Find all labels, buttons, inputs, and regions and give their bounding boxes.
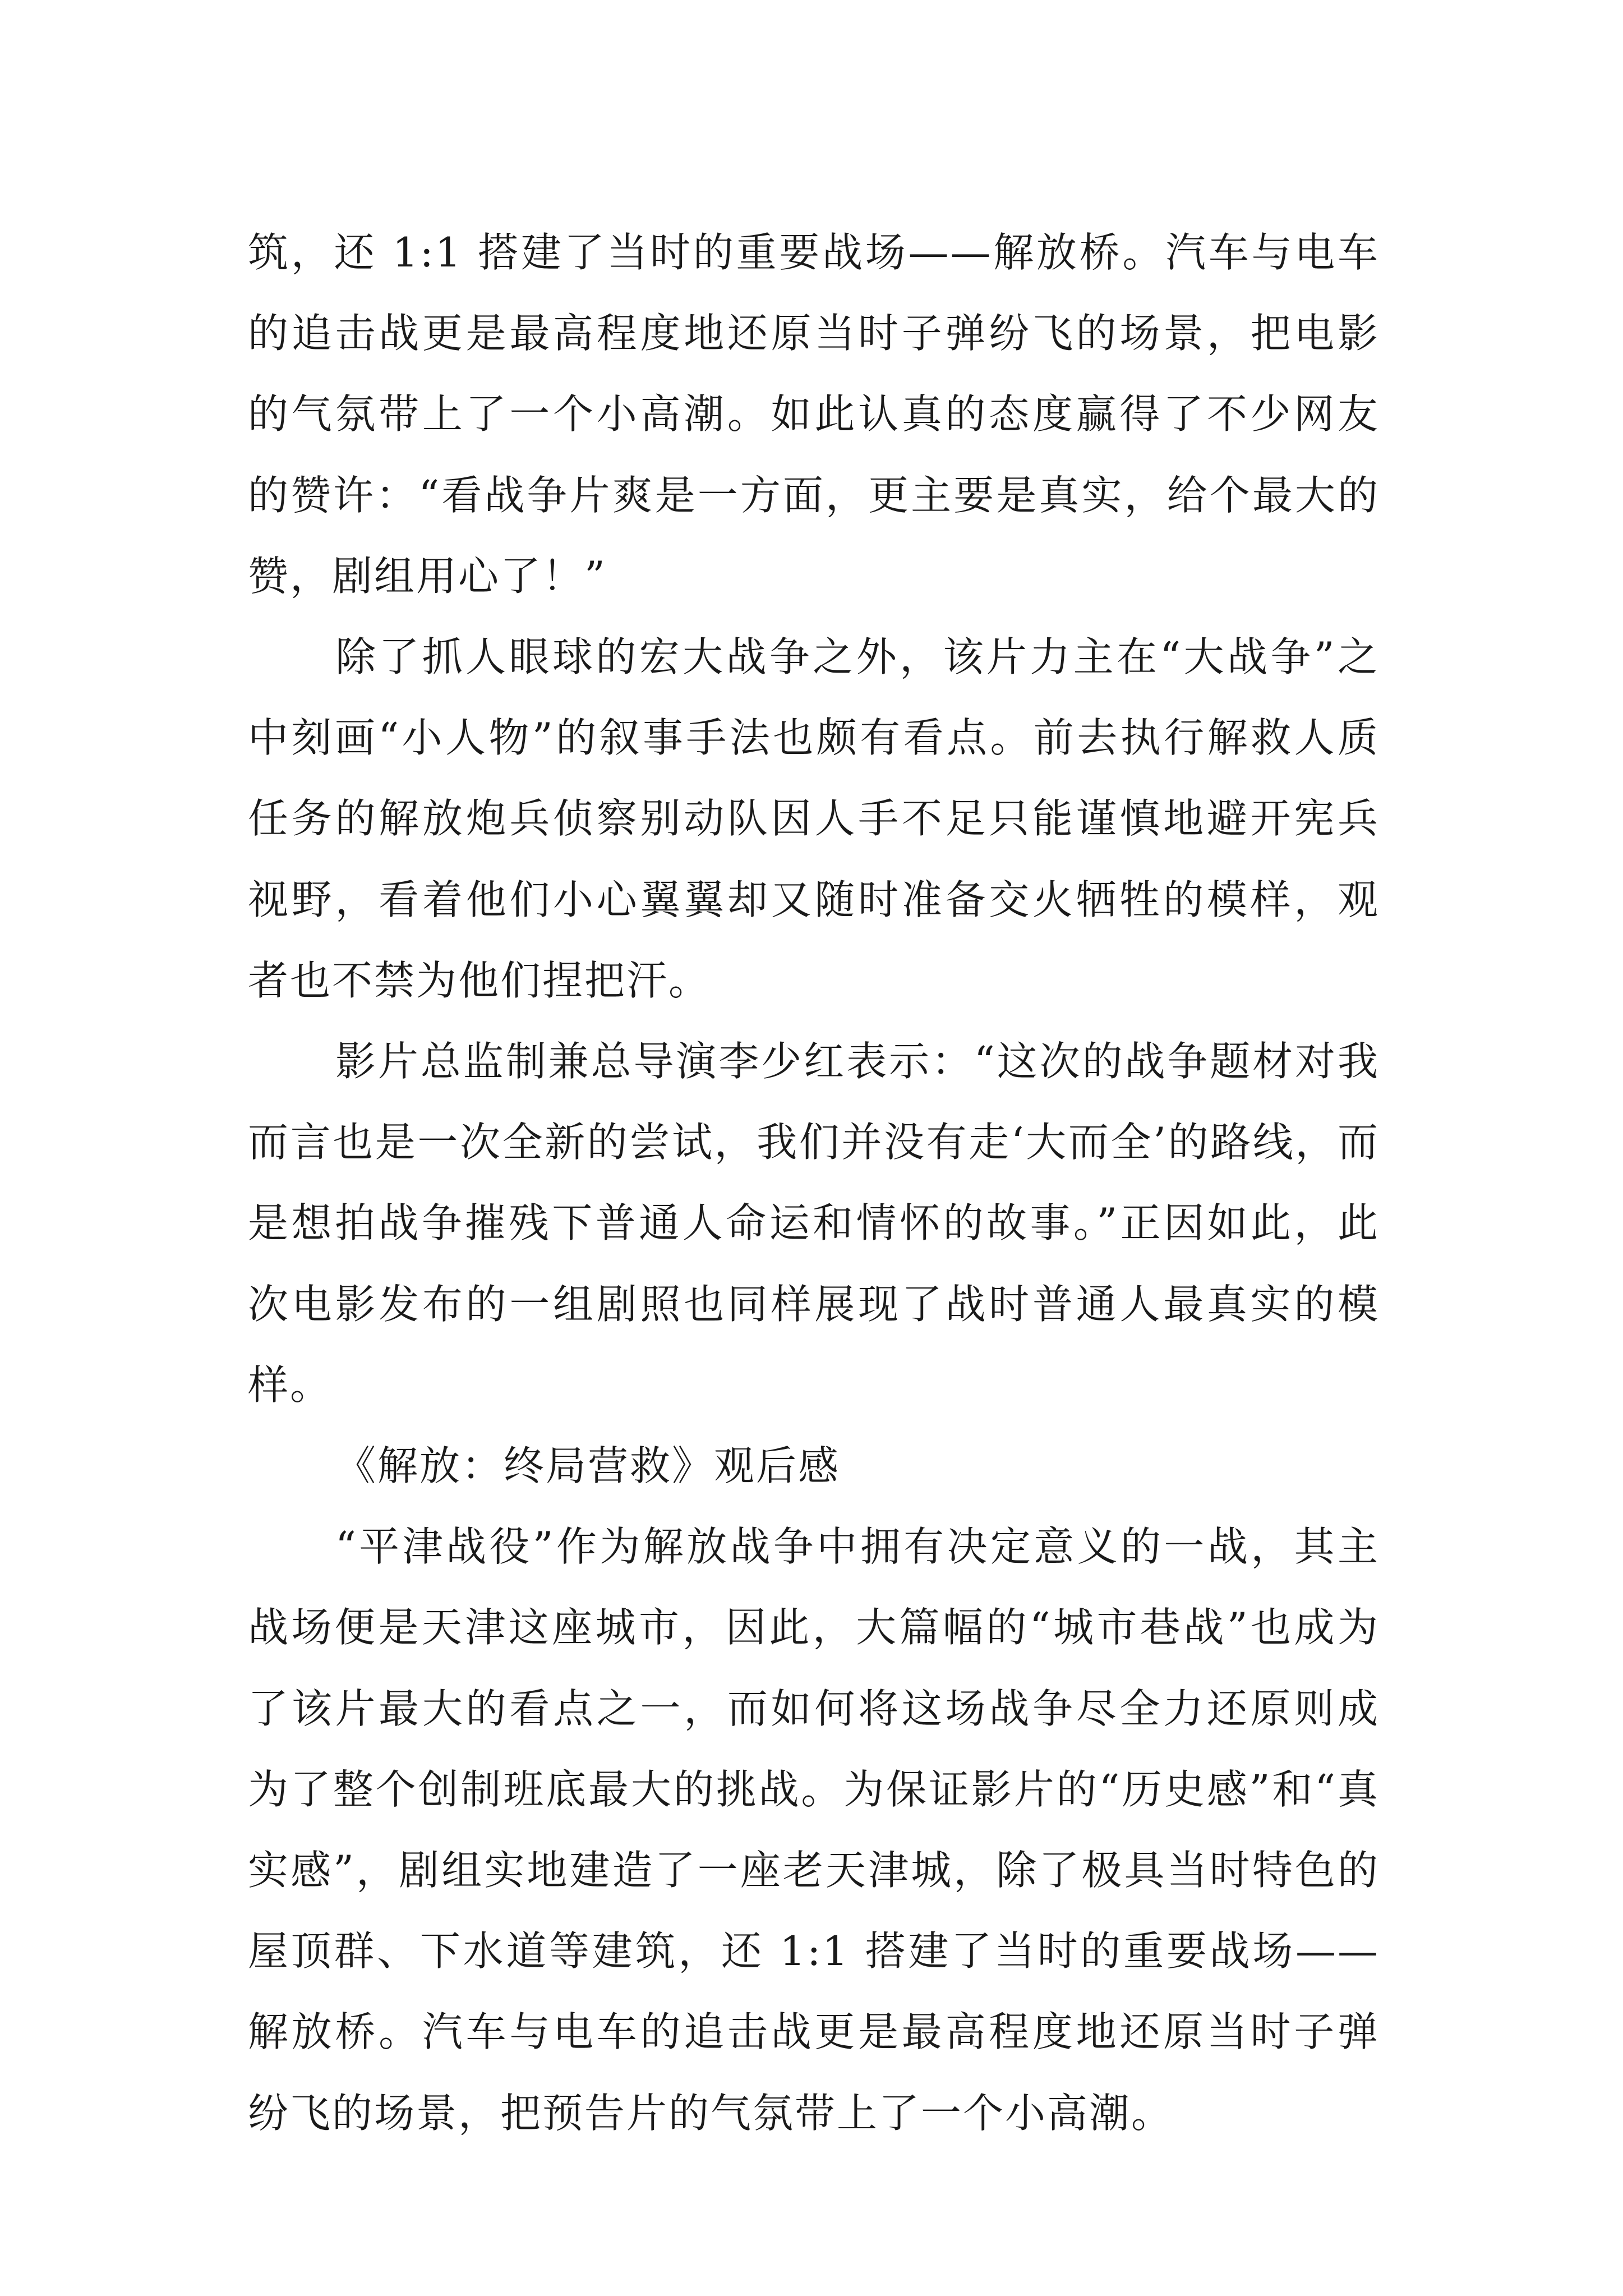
paragraph-1: 筑，还 1:1 搭建了当时的重要战场——解放桥。汽车与电车的追击战更是最高程度地还原当时子弹纷飞的场景，把电影的气氛带上了一个小高潮。如此认真的态度赢得了不少网友的赞许：“看战争片爽是一方面，更主要是真实，给个最大的赞，剧组用心了！” <box>248 229 1380 600</box>
paragraph-3: 影片总监制兼总导演李少红表示：“这次的战争题材对我而言也是一次全新的尝试，我们并没有走‘大而全’的路线，而是想拍战争摧残下普通人命运和情怀的故事。”正因如此，此次电影发布的一组剧照也同样展现了战时普通人最真实的模样。 <box>248 1038 1380 1409</box>
document-body <box>248 212 1380 2154</box>
paragraph-4: “平津战役”作为解放战争中拥有决定意义的一战，其主战场便是天津这座城市，因此，大篇幅的“城市巷战”也成为了该片最大的看点之一，而如何将这场战争尽全力还原则成为了整个创制班底最大的挑战。为保证影片的“历史感”和“真实感”，剧组实地建造了一座老天津城，除了极具当时特色的屋顶群、下水道等建筑，还 1:1 搭建了当时的重要战场——解放桥。汽车与电车的追击战更是最高程度地还原当时子弹纷飞的场景，把预告片的气氛带上了一个小高潮。 <box>248 1523 1380 2137</box>
paragraph-2: 除了抓人眼球的宏大战争之外，该片力主在“大战争”之中刻画“小人物”的叙事手法也颇有看点。前去执行解救人质任务的解放炮兵侦察别动队因人手不足只能谨慎地避开宪兵视野，看着他们小心翼翼却又随时准备交火牺牲的模样，观者也不禁为他们捏把汗。 <box>248 633 1380 1004</box>
section-heading: 《解放：终局营救》观后感 <box>335 1442 841 1490</box>
